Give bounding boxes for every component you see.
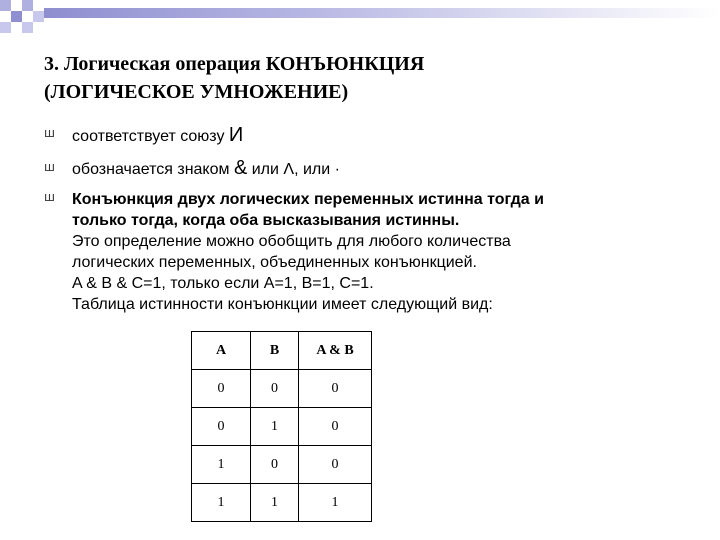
deco-square <box>33 11 44 22</box>
definition-line-1: Конъюнкция двух логических переменных истинна тогда и <box>72 191 544 208</box>
bullet-icon: ш <box>44 160 55 174</box>
table-cell: 1 <box>192 446 251 484</box>
generalization-line-1: Это определение можно обобщить для любого количества <box>72 233 511 250</box>
table-row <box>192 408 372 446</box>
bullet-1-strong: И <box>228 124 244 146</box>
table-cell: 1 <box>251 484 299 522</box>
decorative-header <box>0 0 720 36</box>
definition-line-2: только тогда, когда оба высказывания истинны. <box>72 212 460 229</box>
bullet-2-text-1: обозначается знаком <box>72 161 234 178</box>
truth-table <box>191 331 372 522</box>
deco-square <box>22 0 33 11</box>
table-cell: 0 <box>251 446 299 484</box>
table-cell: 0 <box>299 408 372 446</box>
table-cell: 1 <box>251 408 299 446</box>
bullet-2-text-3: , или · <box>294 161 340 178</box>
header-a-and-b: A & B <box>299 332 372 370</box>
header-b: B <box>251 332 299 370</box>
generalization-line-2: логических переменных, объединенных конъюнкцией. <box>72 254 477 271</box>
deco-square <box>0 0 11 11</box>
bullet-icon: ш <box>44 126 55 140</box>
slide-title <box>44 50 684 106</box>
example-line: A & B & C=1, только если A=1, B=1, C=1. <box>72 275 374 292</box>
bullet-1-text: соответствует союзу <box>72 128 229 145</box>
bullet-2-text-2: или <box>247 161 284 178</box>
table-row <box>192 370 372 408</box>
table-row <box>192 484 372 522</box>
table-cell: 1 <box>192 484 251 522</box>
deco-square <box>11 11 22 22</box>
bullet-icon: ш <box>44 190 55 204</box>
table-cell: 0 <box>192 408 251 446</box>
table-cell: 0 <box>192 370 251 408</box>
table-row <box>192 446 372 484</box>
table-intro-line: Таблица истинности конъюнкции имеет следующий вид: <box>72 296 493 313</box>
deco-gradient-bar <box>44 8 720 18</box>
header-a: A <box>192 332 251 370</box>
table-cell: 1 <box>299 484 372 522</box>
deco-square <box>22 22 33 33</box>
title-line-2: (ЛОГИЧЕСКОЕ УМНОЖЕНИЕ) <box>44 81 349 103</box>
bullet-2 <box>72 158 340 180</box>
table-header-row <box>192 332 372 370</box>
ampersand-symbol: & <box>233 157 248 179</box>
deco-square <box>0 22 11 33</box>
table-cell: 0 <box>251 370 299 408</box>
bullet-1 <box>72 125 243 147</box>
table-cell: 0 <box>299 370 372 408</box>
bullet-3 <box>72 189 672 315</box>
wedge-symbol: Λ <box>283 161 295 178</box>
table-cell: 0 <box>299 446 372 484</box>
title-line-1: 3. Логическая операция КОНЪЮНКЦИЯ <box>44 53 425 75</box>
